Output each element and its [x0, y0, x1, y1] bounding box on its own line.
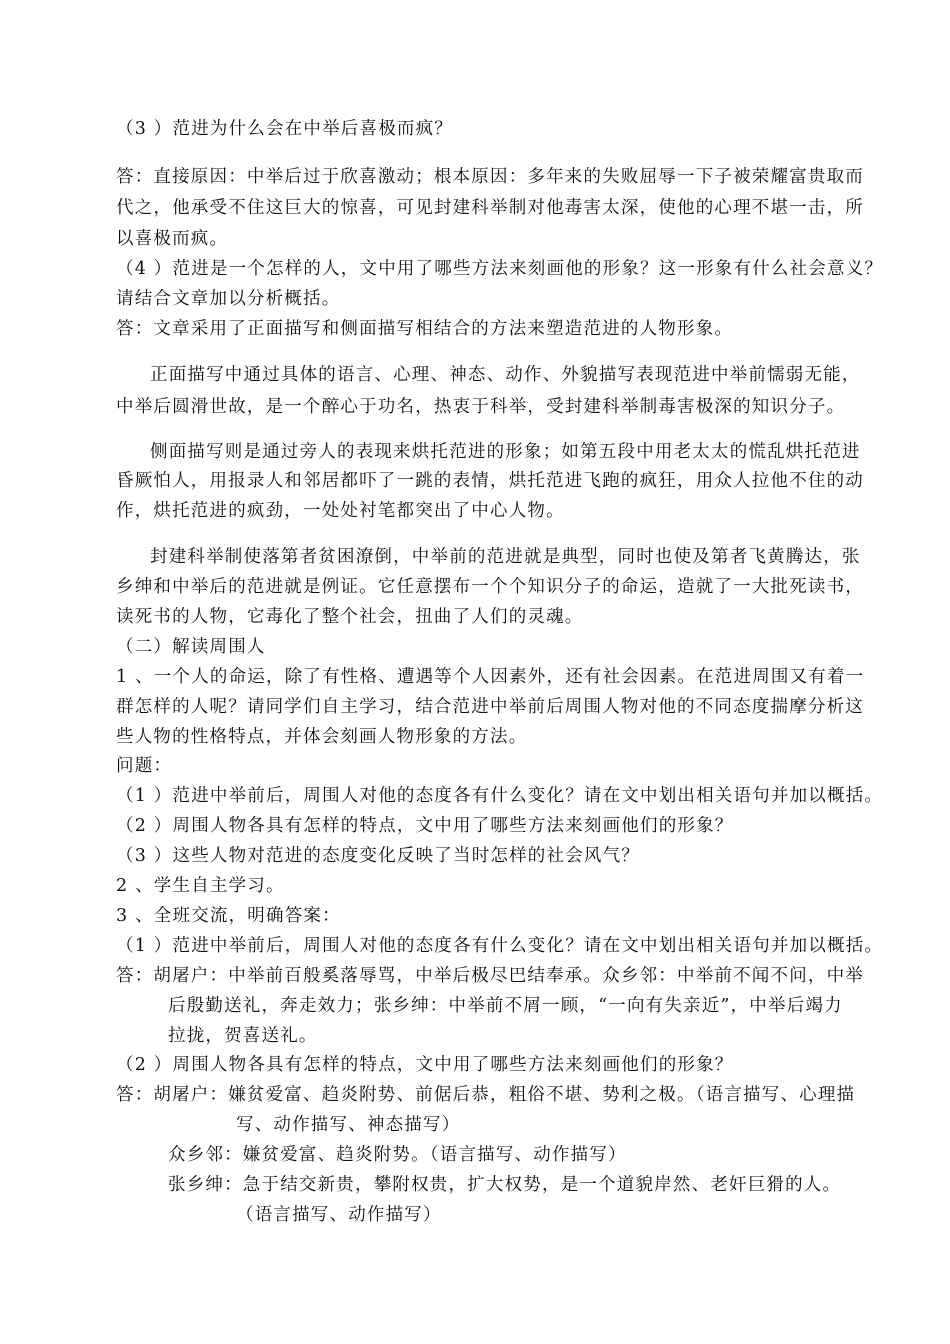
q4-direct-line-1: 正面描写中通过具体的语言、心理、神态、动作、外貌描写表现范进中举前懦弱无能，: [150, 365, 861, 385]
question-3: （3 ）这些人物对范进的态度变化反映了当时怎样的社会风气？: [116, 846, 640, 866]
answer-2-neighbors: 众乡邻：嫌贫爱富、趋炎附势。（语言描写、动作描写）: [168, 1145, 627, 1165]
q4-meaning-line-3: 读死书的人物，它毒化了整个社会，扭曲了人们的灵魂。: [116, 607, 584, 627]
q4-indirect-line-2: 昏厥怕人，用报录人和邻居都吓了一跳的表情，烘托范进飞跑的疯狂，用众人拉他不住的动: [116, 471, 864, 491]
q4-meaning-line-1: 封建科举制使落第者贫困潦倒，中举前的范进就是典型，同时也使及第者飞黄腾达，张: [150, 547, 861, 567]
q3-question: （3 ）范进为什么会在中举后喜极而疯？: [116, 119, 453, 139]
answer-2-zhang-line-2: （语言描写、动作描写）: [236, 1205, 442, 1225]
section2-heading: （二）解读周围人: [116, 637, 266, 657]
answer-2-question: （2 ）周围人物各具有怎样的特点，文中用了哪些方法来刻画他们的形象？: [116, 1055, 734, 1075]
q3-answer-line-3: 以喜极而疯。: [116, 229, 229, 249]
q4-answer: 答：文章采用了正面描写和侧面描写相结合的方法来塑造范进的人物形象。: [116, 319, 734, 339]
answer-1-line-1: 答：胡屠户：中举前百般奚落辱骂，中举后极尽巴结奉承。众乡邻：中举前不闻不问，中举: [116, 966, 864, 986]
q4-meaning-line-2: 乡绅和中举后的范进就是例证。它任意摆布一个个知识分子的命运，造就了一大批死读书，: [116, 577, 864, 597]
q3-answer-line-1: 答：直接原因：中举后过于欣喜激动；根本原因：多年来的失败屈辱一下子被荣耀富贵取而: [116, 167, 864, 187]
step2: 2 、学生自主学习。: [116, 876, 285, 896]
q4-direct-line-2: 中举后圆滑世故，是一个醉心于功名，热衷于科举，受封建科举制毒害极深的知识分子。: [116, 397, 846, 417]
q4-question-line-2: 请结合文章加以分析概括。: [116, 289, 341, 309]
q3-answer-line-2: 代之，他承受不住这巨大的惊喜，可见封建科举制对他毒害太深，使他的心理不堪一击，所: [116, 198, 864, 218]
step1-line-2: 群怎样的人呢？请同学们自主学习，结合范进中举前后周围人物对他的不同态度揣摩分析这: [116, 697, 864, 717]
answer-1-question: （1 ）范进中举前后，周围人对他的态度各有什么变化？请在文中划出相关语句并加以概括。: [116, 936, 884, 956]
answer-1-line-2: 后殷勤送礼，奔走效力；张乡绅：中举前不屑一顾，“一向有失亲近”，中举后竭力: [168, 996, 843, 1016]
answer-1-line-3: 拉拢，贺喜送礼。: [168, 1026, 318, 1046]
question-1: （1 ）范进中举前后，周围人对他的态度各有什么变化？请在文中划出相关语句并加以概括。: [116, 786, 884, 806]
q4-indirect-line-3: 作，烘托范进的疯劲，一处处衬笔都突出了中心人物。: [116, 501, 565, 521]
step3: 3 、全班交流，明确答案：: [116, 906, 341, 926]
answer-2-hu-line-2: 写、动作描写、神态描写）: [236, 1115, 461, 1135]
step1-line-1: 1 、一个人的命运，除了有性格、遭遇等个人因素外，还有社会因素。在范进周围又有着一: [116, 667, 865, 687]
question-2: （2 ）周围人物各具有怎样的特点，文中用了哪些方法来刻画他们的形象？: [116, 816, 734, 836]
answer-2-zhang-line-1: 张乡绅：急于结交新贵，攀附权贵，扩大权势，是一个道貌岸然、老奸巨猾的人。: [168, 1175, 842, 1195]
q4-question-line-1: （4 ）范进是一个怎样的人，文中用了哪些方法来刻画他的形象？这一形象有什么社会意义？: [116, 259, 884, 279]
answer-2-hu-line-1: 答：胡屠户：嫌贫爱富、趋炎附势、前倨后恭，粗俗不堪、势利之极。（语言描写、心理描: [116, 1085, 856, 1105]
q4-indirect-line-1: 侧面描写则是通过旁人的表现来烘托范进的形象；如第五段中用老太太的慌乱烘托范进: [150, 442, 861, 462]
questions-label: 问题：: [116, 756, 173, 776]
step1-line-3: 些人物的性格特点，并体会刻画人物形象的方法。: [116, 727, 528, 747]
